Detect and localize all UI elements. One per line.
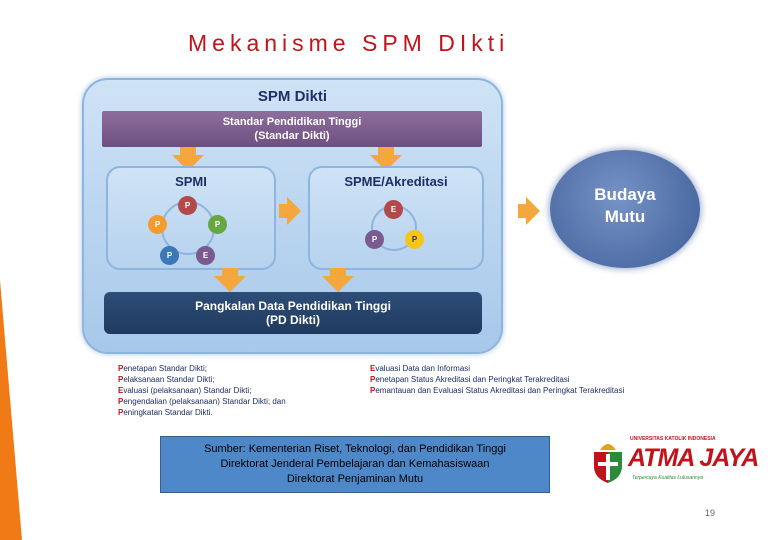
legend-item xyxy=(118,407,358,418)
spmi-cycle-node: P xyxy=(178,196,197,215)
arrow-right-budaya xyxy=(526,197,540,225)
budaya-line1: Budaya xyxy=(594,185,656,204)
legend-item xyxy=(370,385,740,396)
source-line3: Direktorat Penjaminan Mutu xyxy=(286,473,424,485)
page-number: 19 xyxy=(705,508,716,518)
logo-tagline: Terpercaya Kualitas Lulusannya xyxy=(632,475,703,481)
spmi-title: SPMI xyxy=(175,174,207,189)
logo-name-text: ATMA JAYA xyxy=(628,444,759,472)
spmi-box xyxy=(106,166,276,270)
pd-dikti-line2: (PD Dikti) xyxy=(266,313,320,327)
standar-dikti-line2: (Standar Dikti) xyxy=(254,130,330,142)
legend-text: eningkatan Standar Dikti. xyxy=(123,408,213,417)
legend-item xyxy=(370,363,740,374)
legend-text: valuasi (pelaksanaan) Standar Dikti; xyxy=(123,386,252,395)
slide-title: Mekanisme SPM DIkti xyxy=(188,30,510,56)
budaya-line2: Mutu xyxy=(604,207,646,226)
source-line1: Sumber: Kementerian Riset, Teknologi, dan Pendidikan Tinggi xyxy=(204,443,506,455)
legend-text: enetapan Status Akreditasi dan Peringkat Terakreditasi xyxy=(375,375,570,384)
atma-jaya-logo xyxy=(590,430,759,494)
spme-cycle-node: P xyxy=(405,230,424,249)
legend-text: emantauan dan Evaluasi Status Akreditasi dan Peringkat Terakreditasi xyxy=(375,386,625,395)
legend-item xyxy=(118,363,358,374)
arrow-down-pddikti-2 xyxy=(322,276,354,292)
source-box xyxy=(160,436,550,493)
spm-dikti-title: SPM Dikti xyxy=(257,88,328,105)
legend-lead: P xyxy=(370,375,376,384)
legend-text: enetapan Standar Dikti; xyxy=(123,364,207,373)
standar-dikti-line1: Standar Pendidikan Tinggi xyxy=(222,116,362,128)
legend-lead: E xyxy=(118,386,124,395)
budaya-mutu-label xyxy=(550,184,700,228)
legend-lead: E xyxy=(370,364,376,373)
corner-decoration xyxy=(0,280,22,540)
arrow-right-stem-spme xyxy=(279,204,287,218)
spme-cycle-node: P xyxy=(365,230,384,249)
spmi-cycle-node: P xyxy=(160,246,179,265)
legend-lead: P xyxy=(370,386,376,395)
university-crest-icon xyxy=(590,440,626,484)
legend-text: elaksanaan Standar Dikti; xyxy=(123,375,215,384)
legend-item xyxy=(118,396,358,407)
spmi-cycle-node: E xyxy=(196,246,215,265)
source-line2: Direktorat Jenderal Pembelajaran dan Kemahasiswaan xyxy=(220,458,490,470)
spmi-cycle-node: P xyxy=(148,215,167,234)
legend-spme xyxy=(370,363,740,396)
legend-lead: P xyxy=(118,397,124,406)
legend-spmi xyxy=(118,363,358,418)
spmi-cycle-node: P xyxy=(208,215,227,234)
legend-item xyxy=(118,385,358,396)
legend-lead: P xyxy=(118,364,124,373)
standar-dikti-bar xyxy=(102,111,482,147)
legend-item xyxy=(370,374,740,385)
legend-text: engendalian (pelaksanaan) Standar Dikti; dan xyxy=(123,397,286,406)
legend-lead: P xyxy=(118,408,124,417)
legend-item xyxy=(118,374,358,385)
pd-dikti-bar xyxy=(104,292,482,334)
spmi-cycle-ring xyxy=(108,168,274,268)
legend-text: valuasi Data dan Informasi xyxy=(375,364,471,373)
arrow-right-stem-budaya xyxy=(518,204,526,218)
legend-lead: P xyxy=(118,375,124,384)
logo-university-text: UNIVERSITAS KATOLIK INDONESIA xyxy=(630,436,716,442)
arrow-right-spme xyxy=(287,197,301,225)
arrow-down-pddikti xyxy=(214,276,246,292)
spme-box xyxy=(308,166,484,270)
spme-cycle-node: E xyxy=(384,200,403,219)
budaya-mutu-circle xyxy=(550,150,700,268)
pd-dikti-line1: Pangkalan Data Pendidikan Tinggi xyxy=(195,299,391,313)
spme-title: SPME/Akreditasi xyxy=(344,174,448,189)
